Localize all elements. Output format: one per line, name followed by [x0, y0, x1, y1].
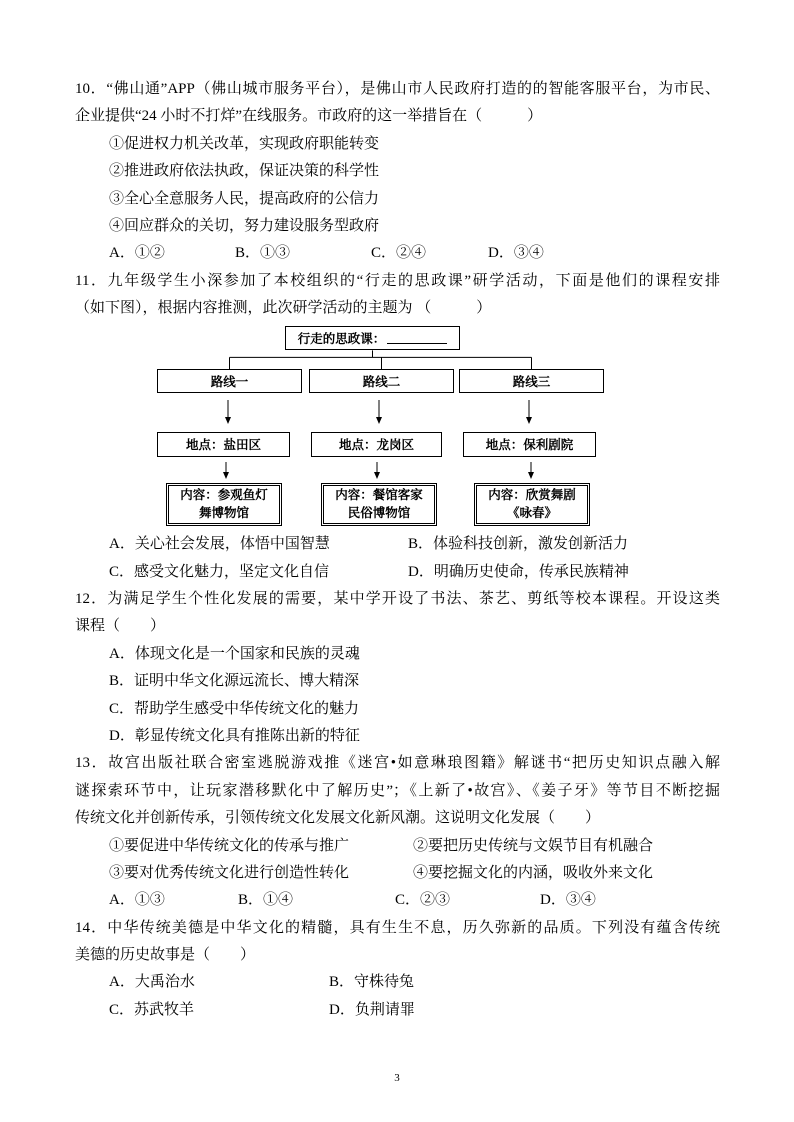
statements-row [75, 833, 720, 860]
arrow-head [374, 472, 380, 479]
question-stem-line: 14．中华传统美德是中华文化的精髓，具有生生不息，历久弥新的品质。下列没有蕴含传统 [75, 919, 720, 936]
question-stem-line: 11．九年级学生小深参加了本校组织的“行走的思政课”研学活动，下面是他们的课程安排 [75, 272, 720, 289]
statement-3: ③要对优秀传统文化进行创造性转化 [109, 864, 350, 881]
option-c: C．苏武牧羊 [109, 1001, 195, 1018]
answer-options [75, 240, 720, 267]
answer-options [75, 531, 720, 558]
question-stem-line: 13．故宫出版社联合密室逃脱游戏推《迷宫•如意琳琅图籍》解谜书“把历史知识点融入解 [75, 755, 720, 772]
answer-options [75, 997, 720, 1024]
arrow-head [528, 472, 534, 479]
question-10 [75, 76, 720, 268]
location-1-box [157, 432, 290, 457]
option-a: A．①③ [109, 892, 165, 909]
option-d: D．负荆请罪 [329, 1001, 415, 1018]
option-a: A．大禹治水 [109, 974, 195, 991]
option-d: D．③④ [540, 892, 596, 909]
arrow-head [526, 417, 532, 424]
location-label: 地点：龙岗区 [338, 437, 414, 453]
content-1-box [166, 483, 282, 526]
route-name: 路线二 [362, 373, 401, 389]
route-2-box [309, 369, 454, 393]
location-label: 地点：保利剧院 [485, 437, 574, 453]
statement-1: ①促进权力机关改革，实现政府职能转变 [109, 135, 380, 152]
answer-options [75, 559, 720, 586]
option-d: D．明确历史使命，传承民族精神 [408, 563, 629, 580]
option-d: D．③④ [488, 245, 544, 262]
course-arrangement-diagram [75, 323, 720, 532]
statement-2: ②要把历史传统与文娱节目有机融合 [413, 837, 654, 854]
content-line: 内容：欣赏舞剧 [488, 487, 576, 503]
page-content [75, 76, 720, 1024]
statements-row [75, 860, 720, 887]
statement-2: ②推进政府依法执政，保证决策的科学性 [109, 163, 380, 180]
question-stem-line: 12．为满足学生个性化发展的需要，某中学开设了书法、茶艺、剪纸等校本课程。开设这类 [75, 590, 720, 607]
option-c: C．②④ [371, 245, 427, 262]
option-b: B．体验科技创新，激发创新活力 [408, 536, 629, 553]
question-stem-line: 课程（ ） [75, 618, 166, 635]
option-b: B．守株待兔 [329, 974, 415, 991]
answer-options [75, 887, 720, 914]
option-c: C．帮助学生感受中华传统文化的魅力 [109, 700, 360, 717]
question-stem-line: 传统文化并创新传承，引领传统文化发展文化新风潮。这说明文化发展（ ） [75, 810, 601, 827]
question-14 [75, 915, 720, 1025]
diagram-title: 行走的思政课： [297, 330, 386, 346]
diagram-title-box [285, 326, 460, 350]
question-stem-line: 企业提供“24 小时不打烊”在线服务。市政府的这一举措旨在（ ） [75, 108, 543, 125]
arrow-head [225, 417, 231, 424]
question-stem-line: 10．“佛山通”APP（佛山城市服务平台），是佛山市人民政府打造的的智能客服平台，为市民、 [75, 81, 720, 97]
option-a: A．关心社会发展，体悟中国智慧 [109, 536, 330, 553]
statement-4: ④回应群众的关切，努力建设服务型政府 [109, 217, 380, 234]
option-a: A．①② [109, 245, 165, 262]
location-3-box [463, 432, 596, 457]
content-line: 舞博物馆 [198, 505, 249, 521]
location-2-box [311, 432, 442, 457]
option-c: C．感受文化魅力，坚定文化自信 [109, 563, 330, 580]
question-stem-line: 谜探索环节中，让玩家潜移默化中了解历史”；《上新了•故宫》、《姜子牙》等节目不断挖掘 [75, 782, 720, 799]
content-3-box [474, 483, 590, 526]
page-number: 3 [394, 1072, 400, 1084]
route-3-box [459, 369, 604, 393]
question-12 [75, 586, 720, 750]
answer-options [75, 969, 720, 996]
arrow-head [223, 472, 229, 479]
question-11 [75, 268, 720, 586]
statement-4: ④要挖掘文化的内涵，吸收外来文化 [413, 864, 654, 881]
statement-1: ①要促进中华传统文化的传承与推广 [109, 837, 350, 854]
location-label: 地点：盐田区 [185, 437, 261, 453]
content-line: 《咏春》 [506, 505, 557, 521]
option-b: B．证明中华文化源远流长、博大精深 [109, 673, 360, 690]
content-2-box [321, 483, 437, 526]
option-b: B．①③ [235, 245, 291, 262]
route-name: 路线一 [210, 373, 249, 389]
question-13 [75, 750, 720, 914]
route-name: 路线三 [512, 373, 551, 389]
option-b: B．①④ [238, 892, 294, 909]
route-1-box [157, 369, 302, 393]
statement-3: ③全心全意服务人民，提高政府的公信力 [109, 190, 380, 207]
option-d: D．彰显传统文化具有推陈出新的特征 [109, 727, 360, 744]
option-a: A．体现文化是一个国家和民族的灵魂 [109, 645, 360, 662]
option-c: C．②③ [395, 892, 451, 909]
content-line: 内容：参观鱼灯 [180, 487, 268, 503]
arrow-head [376, 417, 382, 424]
answer-blank-line [387, 331, 447, 344]
content-line: 内容：餐馆客家 [335, 487, 423, 503]
question-stem-line: （如下图），根据内容推测，此次研学活动的主题为 （ ） [75, 300, 492, 317]
content-line: 民俗博物馆 [347, 505, 411, 521]
question-stem-line: 美德的历史故事是（ ） [75, 947, 256, 964]
